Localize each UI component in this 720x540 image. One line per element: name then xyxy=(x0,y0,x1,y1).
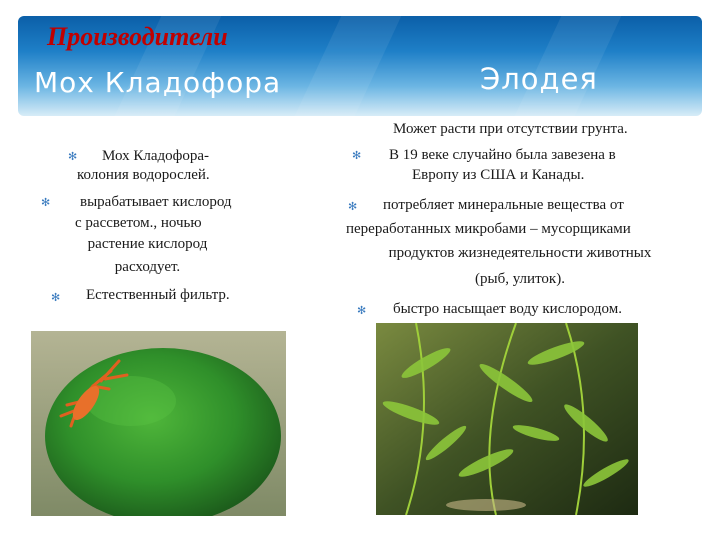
bullet-icon: ✻ xyxy=(357,304,367,317)
left-bullet1-line2: колония водорослей. xyxy=(77,167,210,183)
left-title: Мох Кладофора xyxy=(34,66,282,99)
left-bullet2-line1: вырабатывает кислород xyxy=(80,194,232,210)
right-bullet3-line1: потребляет минеральные вещества от xyxy=(383,197,624,213)
right-bullet2-line2: Европу из США и Канады. xyxy=(412,167,585,183)
bullet-icon: ✻ xyxy=(348,200,358,213)
right-bullet4: быстро насыщает воду кислородом. xyxy=(393,301,622,317)
bullet-icon: ✻ xyxy=(68,150,78,163)
elodea-photo xyxy=(376,323,638,515)
right-bullet1: Может расти при отсутствии грунта. xyxy=(393,121,628,137)
left-bullet2-line3: растение кислород xyxy=(87,236,208,252)
kicker-title: Производители xyxy=(47,22,228,51)
left-bullet1-line1: Мох Кладофора- xyxy=(102,148,209,164)
left-bullet2-line4: расходует. xyxy=(114,259,181,275)
bullet-icon: ✻ xyxy=(352,149,362,162)
right-bullet3-line4: (рыб, улиток). xyxy=(475,271,565,287)
left-bullet2-line2: с рассветом., ночью xyxy=(75,215,202,231)
right-bullet3-line3: продуктов жизнедеятельности животных xyxy=(388,245,652,261)
right-title: Элодея xyxy=(480,62,598,96)
moss-ball-photo xyxy=(31,331,286,516)
right-bullet3-line2: переработанных микробами – мусорщиками xyxy=(346,221,631,237)
bullet-icon: ✻ xyxy=(51,291,61,304)
right-bullet2-line1: В 19 веке случайно была завезена в xyxy=(389,147,616,163)
bullet-icon: ✻ xyxy=(41,196,51,209)
left-bullet3: Естественный фильтр. xyxy=(86,287,230,303)
